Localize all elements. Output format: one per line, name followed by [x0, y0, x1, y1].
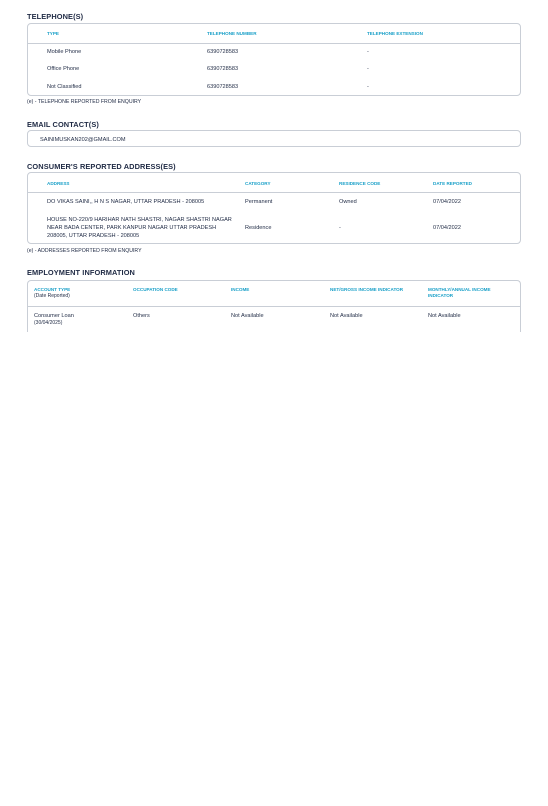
email-value: SAINIMUSKAN202@GMAIL.COM [40, 137, 126, 143]
date-reported-1: 07/04/2022 [433, 199, 461, 205]
date-reported-2: 07/04/2022 [433, 225, 461, 231]
employment-title: EMPLOYMENT INFORMATION [27, 268, 135, 277]
col-net-gross: NET/GROSS INCOME INDICATOR [330, 287, 404, 292]
occupation-value: Others [133, 313, 150, 319]
residence-code-2: - [339, 225, 341, 231]
email-box [27, 130, 521, 147]
addresses-title: CONSUMER'S REPORTED ADDRESS(ES) [27, 162, 176, 171]
email-title: EMAIL CONTACT(S) [27, 120, 99, 129]
telephones-header [28, 24, 520, 44]
col-account-type-label: ACCOUNT TYPE [34, 287, 71, 292]
telephones-table [27, 23, 521, 96]
addresses-table [27, 172, 521, 244]
col-telephone-number: TELEPHONE NUMBER [207, 31, 257, 36]
income-value: Not Available [231, 313, 264, 319]
phone-type-3: Not Classified [47, 84, 82, 90]
col-date-reported: DATE REPORTED [433, 181, 472, 186]
account-type-value: Consumer Loan [34, 313, 74, 319]
phone-type-1: Mobile Phone [47, 49, 82, 55]
phone-type-2: Office Phone [47, 66, 80, 72]
addresses-note: (e) - ADDRESSES REPORTED FROM ENQUIRY [27, 248, 142, 254]
account-type-cell [34, 313, 74, 327]
phone-ext-1: - [367, 49, 369, 55]
col-date-reported-sub: (Date Reported) [34, 293, 70, 299]
residence-code-1: Owned [339, 199, 357, 205]
category-1: Permanent [245, 199, 273, 205]
net-gross-value: Not Available [330, 313, 363, 319]
col-address: ADDRESS [47, 181, 70, 186]
phone-number-2: 6390728583 [207, 66, 239, 72]
col-telephone-extension: TELEPHONE EXTENSION [367, 31, 423, 36]
col-residence-code: RESIDENCE CODE [339, 181, 381, 186]
address-2: HOUSE NO-220/9 HARIHAR NATH SHASTRI, NAGAR SHASTRI NAGAR NEAR BADA CENTER, PARK KANPUR NAGAR UTTAR PRADESH 208005, UTTAR PRADESH - 208005 [47, 217, 232, 239]
addresses-header [28, 173, 520, 193]
phone-number-3: 6390728583 [207, 84, 239, 90]
category-2: Residence [245, 225, 272, 231]
monthly-annual-value: Not Available [428, 313, 461, 319]
telephones-title: TELEPHONE(S) [27, 12, 84, 21]
col-account-type [34, 287, 70, 299]
col-category: CATEGORY [245, 181, 271, 186]
employment-table [27, 280, 521, 332]
phone-ext-3: - [367, 84, 369, 90]
address-1: DO VIKAS SAINI,, H N S NAGAR, UTTAR PRADESH - 208005 [47, 199, 205, 205]
col-income: INCOME [231, 287, 250, 292]
phone-ext-2: - [367, 66, 369, 72]
col-monthly-annual: MONTHLY/ANNUAL INCOME INDICATOR [428, 287, 491, 298]
col-type: TYPE [47, 31, 59, 36]
employment-header [28, 281, 520, 307]
telephones-note: (e) - TELEPHONE REPORTED FROM ENQUIRY [27, 99, 142, 105]
account-date-reported: (30/04/2025) [34, 320, 63, 326]
phone-number-1: 6390728583 [207, 49, 239, 55]
col-occupation-code: OCCUPATION CODE [133, 287, 178, 292]
